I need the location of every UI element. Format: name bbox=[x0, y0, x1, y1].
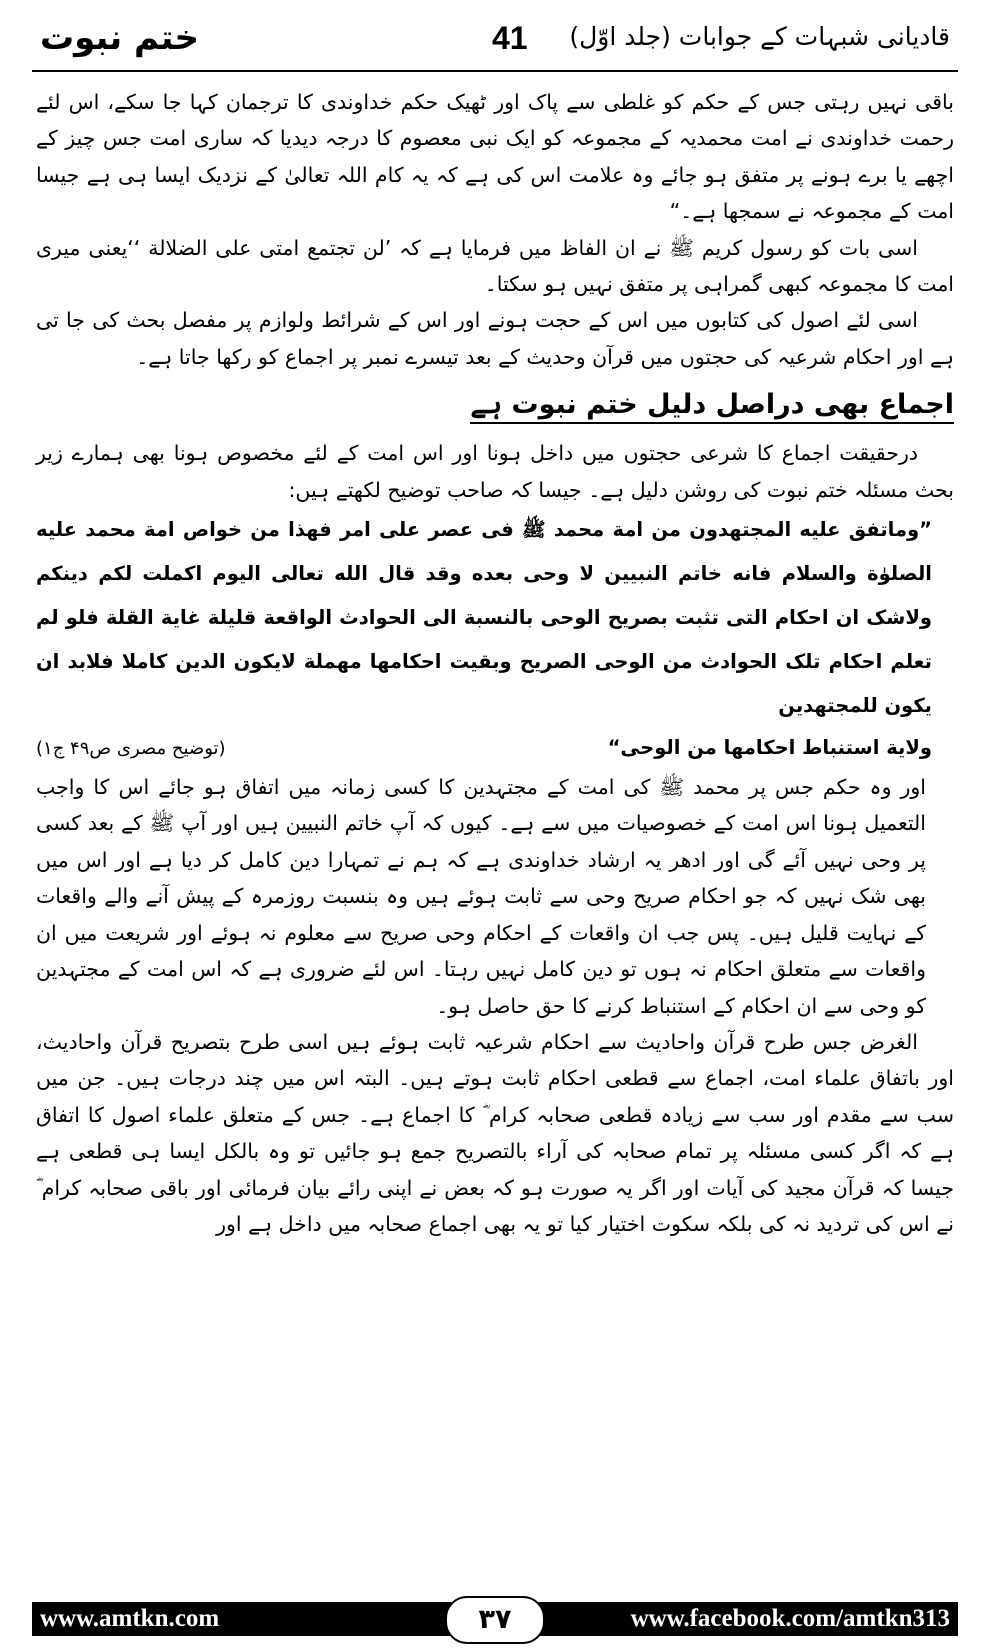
header-page-number: 41 bbox=[492, 20, 528, 56]
header-volume-title: قادیانی شبہات کے جوابات (جلد اوّل) bbox=[569, 22, 950, 51]
quote-last-line bbox=[36, 728, 954, 769]
translation-paragraph: اور وہ حکم جس پر محمد ﷺ کی امت کے مجتہدین کا کسی زمانہ میں اتفاق ہو جائے اس کا واجب التعمیل ہونا اس امت کے خصوصیات میں سے ہے۔ کیوں کہ آپ خاتم النبیین ہیں اور آپ ﷺ کے بعد کسی پر وحی نہیں آئے گی اور ادھر یہ ارشاد خداوندی ہے کہ ہم نے تمہارا دین کامل کر دیا ہے اور اس میں بھی شک نہیں کہ جو احکام صریح وحی سے ثابت ہوئے ہیں وہ بنسبت روزمرہ کے پیش آنے والے واقعات کے نہایت قلیل ہیں۔ پس جب ان واقعات کے احکام وحی صریح سے معلوم نہ ہوئے اور شریعت میں ان واقعات سے متعلق احکام نہ ہوں تو دین کامل نہیں رہتا۔ اس لئے ضروری ہے کہ اس امت کے مجتہدین کو وحی سے ان احکام کے استنباط کرنے کا حق حاصل ہو۔ bbox=[36, 775, 926, 1018]
arabic-quote: ”وماتفق علیه المجتهدون من امة محمد ﷺ فی عصر علی امر فهذا من خواص امة محمد علیه الصلوٰة والسلام فانه خاتم النبیین لا وحی بعده وقد قال الله تعالی الیوم اکملت لکم دینکم ولاشک ان احکام التی تثبت بصریح الوحی بالنسبة الی الحوادث الواقعة قلیلة غایة القلة فلو لم تعلم احکام تلک الحوادث من الوحی الصریح وبقیت احکامها مهملة لایکون الدین کاملا فلابد ان یکون للمجتهدین bbox=[36, 518, 932, 718]
paragraph-1: باقی نہیں رہتی جس کے حکم کو غلطی سے پاک اور ٹھیک حکم خداوندی کا ترجمان کہا جا سکے، اس لئے رحمت خداوندی نے امت محمدیہ کے مجموعہ کو ایک نبی معصوم کا درجہ دیدیا کہ ساری امت جس چیز کے اچھے یا برے ہونے پر متفق ہو جائے وہ علامت اس کی ہے کہ یہ کام اللہ تعالیٰ کے نزدیک ایسا ہی ہے جیسا امت کے مجموعہ نے سمجھا ہے۔“ bbox=[36, 90, 954, 224]
closing-paragraph: الغرض جس طرح قرآن واحادیث سے احکام شرعیہ ثابت ہوئے ہیں اسی طرح بتصریح قرآن واحادیث، اور باتفاق علماء امت، اجماع سے قطعی احکام ثابت ہوتے ہیں۔ البتہ اس میں چند درجات ہیں۔ جن میں سب سے مقدم اور سب سے زیادہ قطعی صحابہ کرام ؓ کا اجماع ہے۔ جس کے متعلق علماء اصول کا اتفاق ہے کہ اگر کسی مسئلہ پر تمام صحابہ کی آراء بالتصریح جمع ہو جائیں تو وہ بالکل ایسا ہی قطعی ہے جیسا کہ قرآن مجید کی آیات اور اگر یہ صورت ہو کہ بعض نے اپنی رائے بیان فرمائی اور باقی صحابہ کرام ؓ نے اس کی تردید نہ کی بلکہ سکوت اختیار کیا تو یہ بھی اجماع صحابہ میں داخل ہے اور bbox=[36, 1029, 954, 1236]
section-heading bbox=[36, 383, 954, 427]
citation-reference: (توضیح مصری ص۴۹ ج۱) bbox=[36, 738, 226, 760]
footer-website-link[interactable]: www.amtkn.com bbox=[40, 1605, 220, 1632]
arabic-quote-last-line: ولایة استنباط احکامها من الوحی“ bbox=[607, 736, 932, 760]
footer-page-badge: ۳۷ bbox=[445, 1596, 545, 1644]
header-divider bbox=[32, 70, 958, 72]
page-header bbox=[32, 14, 958, 68]
page-body bbox=[36, 84, 954, 1242]
section-heading-text: اجماع بھی دراصل دلیل ختم نبوت ہے bbox=[470, 389, 954, 424]
paragraph-3: اسی لئے اصول کی کتابوں میں اس کے حجت ہونے اور اس کے شرائط ولوازم پر مفصل بحث کی جا تی ہے اور احکام شرعیہ کی حجتوں میں قرآن وحدیث کے بعد تیسرے نمبر پر اجماع کو رکھا جاتا ہے۔ bbox=[36, 308, 954, 369]
section-intro: درحقیقت اجماع کا شرعی حجتوں میں داخل ہونا اور اس امت کے لئے مخصوص ہونا بھی ہمارے زیر بحث مسئلہ ختم نبوت کی روشن دلیل ہے۔ جیسا کہ صاحب توضیح لکھتے ہیں: bbox=[36, 441, 954, 502]
header-book-title: ختم نبوت bbox=[40, 18, 200, 58]
page-footer bbox=[32, 1602, 958, 1636]
paragraph-2: اسی بات کو رسول کریم ﷺ نے ان الفاظ میں فرمایا ہے کہ ’لن تجتمع امتی علی الضلالة ‘‘یعنی میری امت کا مجموعہ کبھی گمراہی پر متفق نہیں ہو سکتا۔ bbox=[36, 235, 954, 297]
footer-facebook-link[interactable]: www.facebook.com/amtkn313 bbox=[630, 1605, 950, 1632]
